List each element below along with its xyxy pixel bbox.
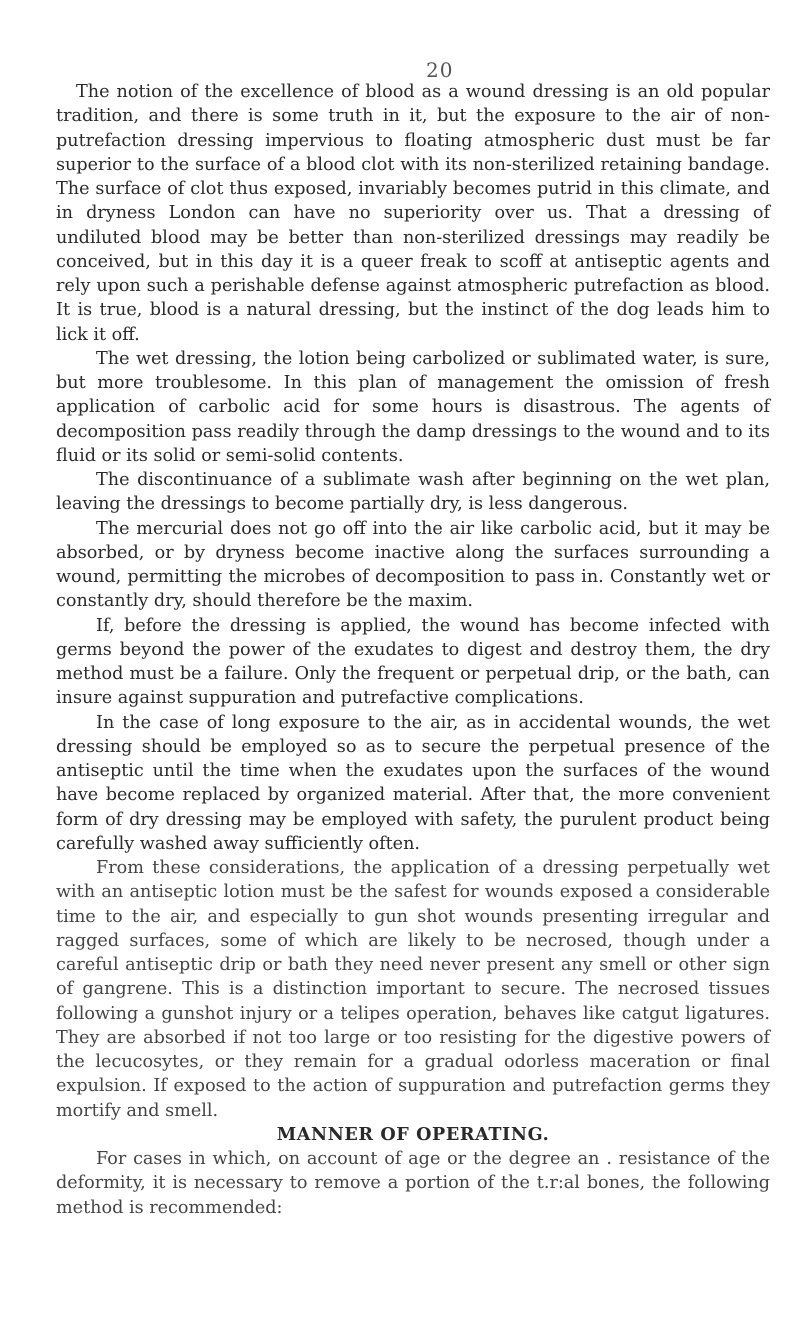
paragraph: The discontinuance of a sublimate wash after beginning on the wet plan, leaving the dressings to become partially dry, is less dangerous. — [56, 470, 770, 515]
paragraph: From these considerations, the application of a dressing perpetually wet with an antiseptic lotion must be the safest for wounds exposed a considerable time to the air, and especially to gun shot wounds presenting irregular and ragged surfaces, some of which are likely to be necrosed, though under a careful antiseptic drip or bath they need never present any smell or other sign of gangrene. This is a distinction important to secure. The necrosed tissues following a gunshot injury or a telipes operation, behaves like catgut ligatures. They are absorbed if not too large or too resisting for the digestive powers of the lecucosytes, or they remain for a gradual odorless maceration or final expulsion. If exposed to the action of suppuration and putrefaction germs they mortify and smell. — [56, 858, 770, 1121]
body-text — [56, 80, 770, 1220]
paragraph: The notion of the excellence of blood as a wound dressing is an old popular tradition, and there is some truth in it, but the exposure to the air of non-putrefaction dressing impervious to floating atmospheric dust must be far superior to the surface of a blood clot with its non-sterilized retaining bandage. The surface of clot thus exposed, invariably becomes putrid in this climate, and in dryness London can have no superiority over us. That a dressing of undiluted blood may be better than non-sterilized dressings may readily be conceived, but in this day it is a queer freak to scoff at antiseptic agents and rely upon such a perishable defense against atmospheric putrefaction as blood. It is true, blood is a natural dressing, but the instinct of the dog leads him to lick it off. — [56, 82, 770, 345]
page-number: 20 — [426, 58, 454, 82]
paragraph: The wet dressing, the lotion being carbolized or sublimated water, is sure, but more troublesome. In this plan of management the omission of fresh application of carbolic acid for some hours is disastrous. The agents of decomposition pass readily through the damp dressings to the wound and to its fluid or its solid or semi-solid contents. — [56, 348, 770, 466]
paragraph: If, before the dressing is applied, the wound has become infected with germs beyond the power of the exudates to digest and destroy them, the dry method must be a failure. Only the frequent or perpetual drip, or the bath, can insure against suppuration and putrefactive complications. — [56, 615, 770, 709]
closing-paragraph: For cases in which, on account of age or the degree an . resistance of the deformity, it is necessary to remove a portion of the t.r:al bones, the following method is recommended: — [56, 1149, 770, 1218]
paragraph: In the case of long exposure to the air, as in accidental wounds, the wet dressing should be employed so as to secure the perpetual presence of the antiseptic until the time when the exudates upon the surfaces of the wound have become replaced by organized material. After that, the more convenient form of dry dressing may be employed with safety, the purulent product being carefully washed away sufficiently often. — [56, 712, 770, 854]
section-heading: MANNER OF OPERATING. — [276, 1123, 550, 1145]
paragraph: The mercurial does not go off into the air like carbolic acid, but it may be absorbed, or by dryness become inactive along the surfaces surrounding a wound, permitting the microbes of decomposition to pass in. Constantly wet or constantly dry, should therefore be the maxim. — [56, 518, 770, 612]
